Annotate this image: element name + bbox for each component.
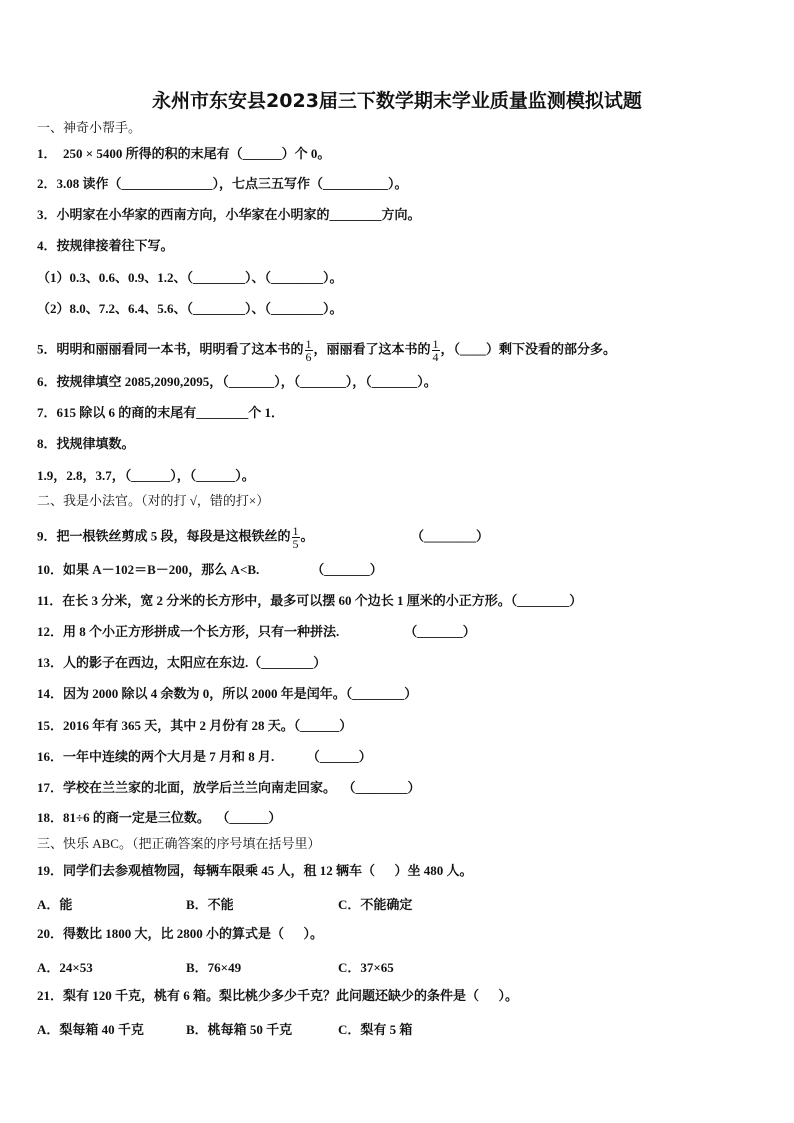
question-text: 14．因为 2000 除以 4 余数为 0，所以 2000 年是闰年。（________） — [37, 686, 418, 701]
question-text: 16．一年中连续的两个大月是 7 月和 8 月. （______） — [37, 749, 372, 764]
fraction-numerator: 1 — [432, 337, 439, 351]
question-text: 7．615 除以 6 的商的末尾有________个 1． — [37, 405, 285, 420]
question-text: 9．把一根铁丝剪成 5 段，每段是这根铁丝的 — [37, 528, 291, 544]
question-text: 11．在长 3 分米，宽 2 分米的长方形中，最多可以摆 60 个边长 1 厘米的小正方形。（________） — [37, 593, 583, 608]
fraction-denominator: 5 — [292, 537, 299, 551]
fraction-numerator: 1 — [305, 337, 312, 351]
question-text: （1）0.3、0.6、0.9、1.2、（________）、（________）。 — [37, 270, 343, 285]
question-text: 4．按规律接着往下写。 — [37, 238, 174, 253]
question-text: 一、神奇小帮手。 — [37, 120, 142, 135]
question-text: 三、快乐 ABC。（把正确答案的序号填在括号里） — [37, 836, 321, 851]
question-line — [37, 780, 421, 796]
question-line — [37, 374, 437, 390]
fraction — [305, 338, 313, 363]
question-text: 13．人的影子在西边，太阳应在东边.（________） — [37, 655, 327, 670]
question-text: ，丽丽看了这本书的 — [313, 341, 431, 357]
section-heading — [37, 836, 320, 852]
question-line — [37, 655, 326, 671]
question-line — [37, 718, 352, 734]
question-text: 10．如果 A－102＝B－200，那么 A<B. （_______） — [37, 562, 383, 577]
question-line — [37, 207, 421, 223]
section-heading — [37, 493, 269, 509]
answer-option: C．梨有 5 箱 — [338, 1022, 413, 1037]
question-line — [37, 176, 408, 192]
question-line — [37, 338, 616, 363]
question-text: ，（____）剩下没看的部分多。 — [440, 341, 617, 357]
question-line — [37, 301, 343, 317]
question-text: 5．明明和丽丽看同一本书，明明看了这本书的 — [37, 341, 304, 357]
fraction — [292, 525, 300, 550]
question-text: 3．小明家在小华家的西南方向，小华家在小明家的________方向。 — [37, 207, 421, 222]
question-line — [37, 593, 582, 609]
fraction-denominator: 6 — [305, 350, 312, 364]
answer-option: A．梨每箱 40 千克 — [37, 1022, 144, 1037]
question-text: 18．81÷6 的商一定是三位数。 （______） — [37, 810, 282, 825]
question-line — [37, 562, 383, 578]
question-text: 21．梨有 120 千克，桃有 6 箱。梨比桃少多少千克？此问题还缺少的条件是（ ）。 — [37, 988, 519, 1003]
section-heading — [37, 120, 141, 136]
question-line — [37, 146, 330, 162]
question-line — [37, 810, 281, 826]
question-text: 17．学校在兰兰家的北面，放学后兰兰向南走回家。 （________） — [37, 780, 421, 795]
question-line — [37, 468, 255, 484]
question-text: 1.9，2.8，3.7，（______），（______）。 — [37, 468, 255, 483]
question-text: 1． 250 × 5400 所得的积的末尾有（______）个 0。 — [37, 146, 331, 161]
question-text: 二、我是小法官。（对的打 √，错的打×） — [37, 493, 270, 508]
answer-option: A．24×53 — [37, 960, 93, 975]
question-text: 8．找规律填数。 — [37, 436, 135, 451]
answer-option: B．不能 — [186, 897, 234, 912]
question-line — [37, 926, 323, 942]
question-line — [37, 686, 417, 702]
question-line — [37, 436, 135, 452]
question-text: 。 （________） — [300, 528, 490, 544]
fraction — [432, 338, 440, 363]
question-text: （2）8.0、7.2、6.4、5.6、（________）、（________）。 — [37, 301, 343, 316]
question-line — [37, 749, 372, 765]
question-line — [37, 525, 489, 550]
fraction-numerator: 1 — [292, 524, 299, 538]
answer-option: C．37×65 — [338, 960, 394, 975]
question-line — [37, 988, 518, 1004]
question-text: 20．得数比 1800 大，比 2800 小的算式是（ ）。 — [37, 926, 324, 941]
question-text: 2．3.08 读作（______________），七点三五写作（__________）。 — [37, 176, 408, 191]
answer-option: B．桃每箱 50 千克 — [186, 1022, 293, 1037]
question-text: 15．2016 年有 365 天，其中 2 月份有 28 天。（______） — [37, 718, 353, 733]
page-title: 永州市东安县2023届三下数学期末学业质量监测模拟试题 — [152, 90, 642, 112]
answer-option: A．能 — [37, 897, 73, 912]
question-line — [37, 405, 284, 421]
question-line — [37, 270, 343, 286]
answer-option: B．76×49 — [186, 960, 242, 975]
answer-option: C．不能确定 — [338, 897, 413, 912]
question-text: 12．用 8 个小正方形拼成一个长方形，只有一种拼法. （_______） — [37, 624, 476, 639]
question-line — [37, 863, 473, 879]
question-line — [37, 238, 174, 254]
question-text: 6．按规律填空 2085,2090,2095，（_______），（_______），（_______）。 — [37, 374, 437, 389]
fraction-denominator: 4 — [432, 350, 439, 364]
question-text: 19．同学们去参观植物园，每辆车限乘 45 人，租 12 辆车（ ）坐 480 人。 — [37, 863, 473, 878]
question-line — [37, 624, 476, 640]
